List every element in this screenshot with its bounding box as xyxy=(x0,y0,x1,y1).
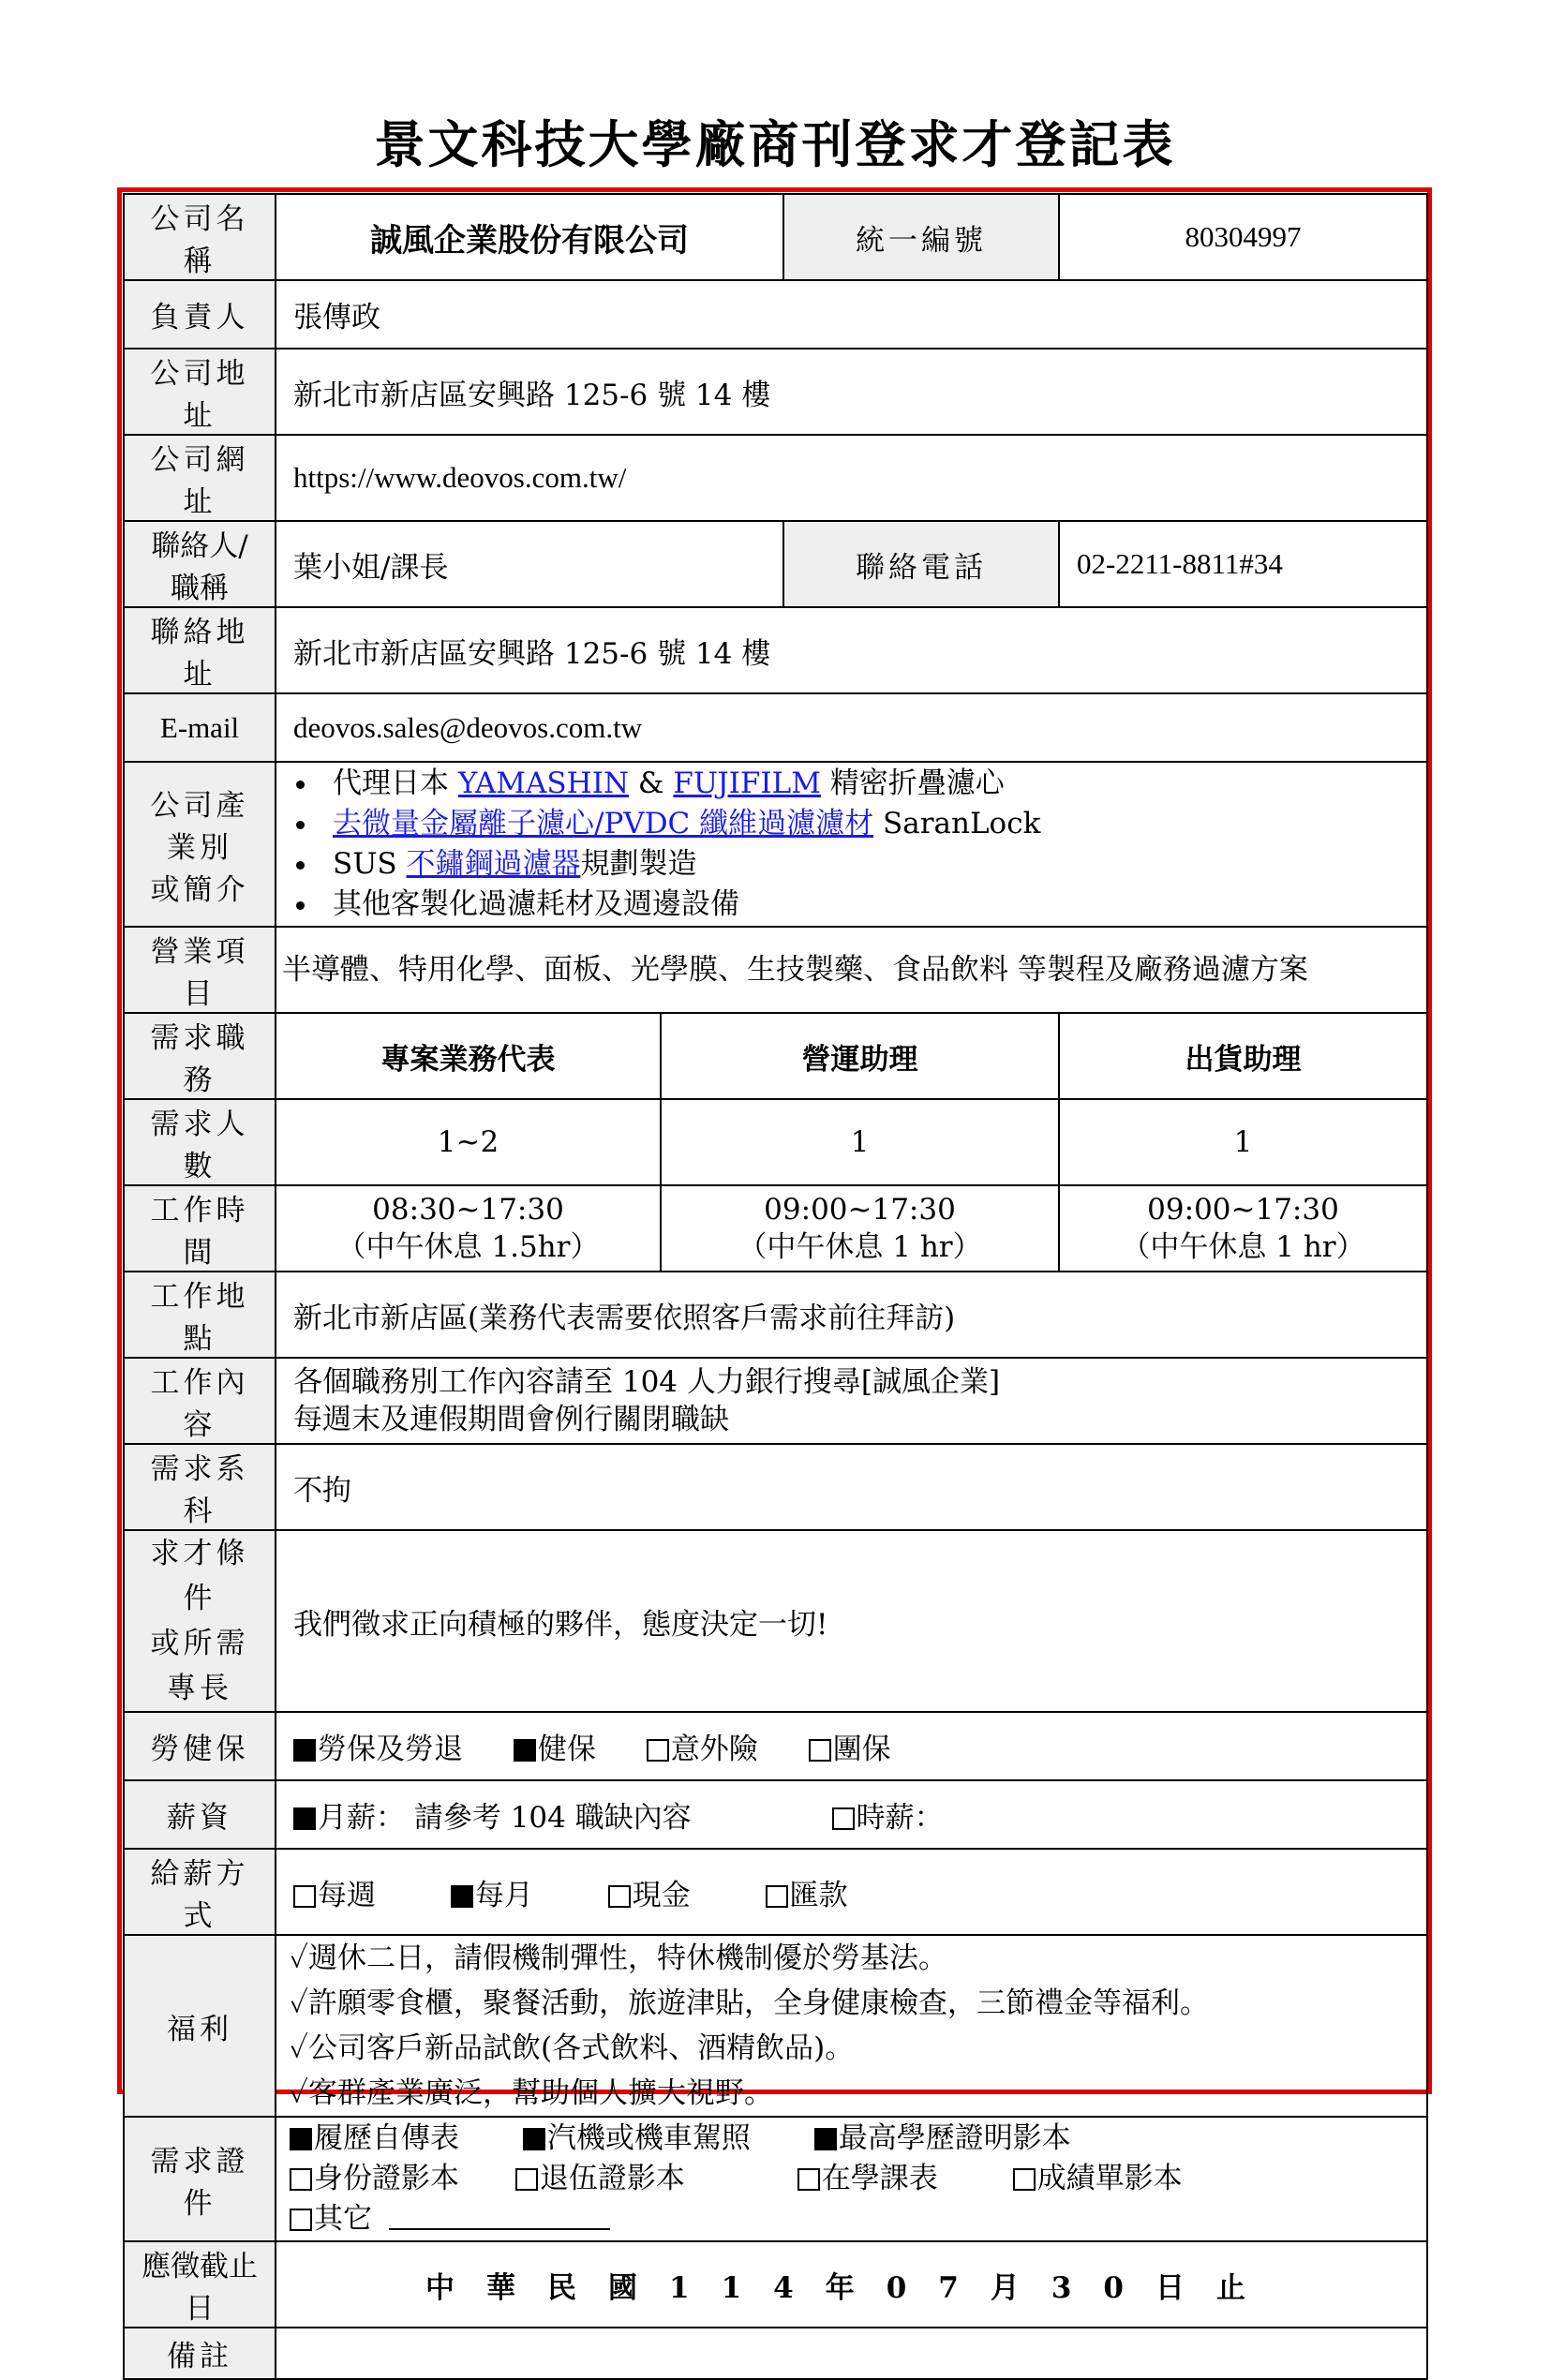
row-email xyxy=(124,693,1427,762)
business-label: 營業項目 xyxy=(124,927,276,1013)
documents-row xyxy=(290,2199,1409,2239)
row-jobs xyxy=(124,1013,1427,1099)
requirements-value: 我們徵求正向積極的夥伴，態度決定一切! xyxy=(276,1530,1427,1712)
row-industry xyxy=(124,762,1427,927)
benefit-item: ✓許願零食櫃，聚餐活動，旅遊津貼，全身健康檢查，三節禮金等福利。 xyxy=(290,1986,1209,2020)
job-hours xyxy=(661,1185,1059,1272)
deadline-value: 中華民國114年07月30日止 xyxy=(276,2241,1427,2328)
department-value: 不拘 xyxy=(276,1444,1427,1530)
industry-label xyxy=(124,762,276,927)
count-label: 需求人數 xyxy=(124,1099,276,1185)
document-checkbox[interactable] xyxy=(1013,2168,1036,2191)
row-content xyxy=(124,1358,1427,1444)
salary-hourly-checkbox[interactable] xyxy=(832,1807,855,1830)
document-option[interactable]: 汽機或機車駕照 xyxy=(523,2119,751,2159)
insurance-label: 勞健保 xyxy=(124,1712,276,1780)
insurance-option[interactable]: 意外險 xyxy=(647,1725,758,1767)
email-label: E-mail xyxy=(124,693,276,762)
documents-row xyxy=(290,2119,1409,2159)
phone-value: 02-2211-8811#34 xyxy=(1059,521,1427,607)
salary-hourly-option[interactable]: 時薪： xyxy=(832,1793,944,1836)
industry-label-line2: 或簡介 xyxy=(150,872,249,907)
job-hours xyxy=(276,1185,661,1272)
pay-method-label: 給薪方式 xyxy=(124,1849,276,1935)
contact-label: 聯絡人/職稱 xyxy=(124,521,276,607)
benefits-list xyxy=(276,1935,1427,2117)
row-salary xyxy=(124,1780,1427,1849)
row-hours xyxy=(124,1185,1427,1272)
job-count: 1~2 xyxy=(276,1099,661,1185)
content-label: 工作內容 xyxy=(124,1358,276,1444)
job-hours-time: 09:00~17:30 xyxy=(1147,1193,1339,1227)
check-icon: ✓ xyxy=(290,1941,308,1975)
contact-address-value: 新北市新店區安興路 125-6 號 14 樓 xyxy=(276,607,1427,693)
documents-options xyxy=(276,2117,1427,2241)
registration-form xyxy=(123,193,1428,2380)
requirements-label xyxy=(124,1530,276,1712)
row-owner xyxy=(124,280,1427,349)
pay-method-option[interactable]: 每月 xyxy=(451,1871,533,1913)
industry-item: • 其他客製化過濾耗材及週邊設備 xyxy=(320,885,1409,925)
benefit-item: ✓公司客戶新品試飲(各式飲料、酒精飲品)。 xyxy=(290,2031,855,2065)
pay-method-checkbox[interactable] xyxy=(608,1885,631,1908)
salary-monthly-checkbox[interactable] xyxy=(293,1807,316,1830)
industry-list xyxy=(293,764,1409,925)
job-count: 1 xyxy=(1059,1099,1427,1185)
document-checkbox[interactable] xyxy=(290,2168,312,2191)
insurance-checkbox[interactable] xyxy=(514,1739,536,1762)
form-title: 景文科技大學廠商刊登求才登記表 xyxy=(374,114,1176,174)
row-website xyxy=(124,435,1427,521)
industry-label-line1: 公司產業別 xyxy=(150,788,249,865)
document-checkbox[interactable] xyxy=(290,2209,312,2231)
fujifilm-link[interactable]: FUJIFILM xyxy=(673,766,821,800)
owner-label: 負責人 xyxy=(124,280,276,349)
department-label: 需求系科 xyxy=(124,1444,276,1530)
benefits-label: 福利 xyxy=(124,1935,276,2117)
tax-id: 80304997 xyxy=(1059,194,1427,280)
insurance-checkbox[interactable] xyxy=(809,1739,831,1762)
job-hours-time: 09:00~17:30 xyxy=(764,1193,956,1227)
deadline-label: 應徵截止日 xyxy=(124,2241,276,2328)
insurance-options xyxy=(276,1712,1427,1780)
document-option[interactable]: 身份證影本 xyxy=(290,2159,459,2199)
tax-id-label: 統一編號 xyxy=(783,194,1059,280)
benefit-item: ✓週休二日，請假機制彈性，特休機制優於勞基法。 xyxy=(290,1941,947,1975)
document-option[interactable]: 退伍證影本 xyxy=(515,2159,685,2199)
pay-method-checkbox[interactable] xyxy=(293,1885,316,1908)
row-contact xyxy=(124,521,1427,607)
hours-label: 工作時間 xyxy=(124,1185,276,1272)
pay-method-options xyxy=(276,1849,1427,1935)
document-checkbox[interactable] xyxy=(797,2168,820,2191)
row-requirements xyxy=(124,1530,1427,1712)
yamashin-link[interactable]: YAMASHIN xyxy=(457,766,630,800)
website-label: 公司網址 xyxy=(124,435,276,521)
other-blank-field[interactable] xyxy=(389,2204,610,2230)
owner-value: 張傳政 xyxy=(276,280,1427,349)
insurance-checkbox[interactable] xyxy=(647,1739,669,1762)
industry-value xyxy=(276,762,1427,927)
salary-monthly-option[interactable]: 月薪： 請參考 104 職缺內容 xyxy=(293,1793,692,1836)
requirements-label-line2: 或所需專長 xyxy=(150,1627,249,1705)
insurance-option[interactable]: 健保 xyxy=(514,1725,596,1767)
row-insurance xyxy=(124,1712,1427,1780)
company-name: 誠風企業股份有限公司 xyxy=(276,194,783,280)
business-value: 半導體、特用化學、面板、光學膜、生技製藥、食品飲料 等製程及廠務過濾方案 xyxy=(276,927,1427,1013)
insurance-option[interactable]: 勞保及勞退 xyxy=(293,1725,463,1767)
row-remarks xyxy=(124,2328,1427,2379)
insurance-option[interactable]: 團保 xyxy=(809,1725,891,1767)
document-checkbox[interactable] xyxy=(523,2128,545,2150)
website-value[interactable]: https://www.deovos.com.tw/ xyxy=(276,435,1427,521)
job-title: 營運助理 xyxy=(661,1013,1059,1099)
job-hours xyxy=(1059,1185,1427,1272)
jobs-label: 需求職務 xyxy=(124,1013,276,1099)
documents-label: 需求證件 xyxy=(124,2117,276,2241)
job-title: 出貨助理 xyxy=(1059,1013,1427,1099)
check-icon: ✓ xyxy=(290,1986,308,2020)
row-address xyxy=(124,349,1427,435)
salary-options xyxy=(276,1780,1427,1849)
phone-label: 聯絡電話 xyxy=(783,521,1059,607)
salary-label: 薪資 xyxy=(124,1780,276,1849)
row-department xyxy=(124,1444,1427,1530)
contact-value: 葉小姐/課長 xyxy=(276,521,783,607)
document-other-option[interactable]: 其它 xyxy=(290,2199,372,2239)
industry-item: • SUS 不鏽鋼過濾器規劃製造 xyxy=(320,844,1409,885)
row-business xyxy=(124,927,1427,1013)
stainless-filter-link[interactable]: 不鏽鋼過濾器 xyxy=(406,847,581,881)
pay-method-checkbox[interactable] xyxy=(451,1885,473,1908)
pay-method-option[interactable]: 現金 xyxy=(608,1871,691,1913)
insurance-checkbox[interactable] xyxy=(293,1739,316,1762)
job-hours-break: （中午休息 1 hr） xyxy=(1121,1230,1365,1264)
company-label: 公司名稱 xyxy=(124,194,276,280)
location-label: 工作地點 xyxy=(124,1272,276,1358)
row-deadline xyxy=(124,2241,1427,2328)
content-line: 每週末及連假期間會例行關閉職缺 xyxy=(293,1403,729,1436)
row-company xyxy=(124,194,1427,280)
job-title: 專案業務代表 xyxy=(276,1013,661,1099)
benefit-item: ✓客群產業廣泛，幫助個人擴大視野。 xyxy=(290,2076,773,2110)
job-count: 1 xyxy=(661,1099,1059,1185)
row-contact-address xyxy=(124,607,1427,693)
remarks-value[interactable] xyxy=(276,2328,1427,2379)
contact-address-label: 聯絡地址 xyxy=(124,607,276,693)
pay-method-option[interactable]: 匯款 xyxy=(766,1871,848,1913)
industry-item: • 代理日本 YAMASHIN & FUJIFILM 精密折疊濾心 xyxy=(320,764,1409,804)
row-counts xyxy=(124,1099,1427,1185)
document-option[interactable]: 成績單影本 xyxy=(1013,2159,1183,2199)
remarks-label: 備註 xyxy=(124,2328,276,2379)
row-documents xyxy=(124,2117,1427,2241)
check-icon: ✓ xyxy=(290,2076,308,2110)
document-option[interactable]: 在學課表 xyxy=(797,2159,938,2199)
row-benefits xyxy=(124,1935,1427,2117)
email-value[interactable]: deovos.sales@deovos.com.tw xyxy=(276,693,1427,762)
document-checkbox[interactable] xyxy=(290,2128,312,2150)
document-option[interactable]: 履歷自傳表 xyxy=(290,2119,459,2159)
document-checkbox[interactable] xyxy=(515,2168,538,2191)
address-value: 新北市新店區安興路 125-6 號 14 樓 xyxy=(276,349,1427,435)
filter-link[interactable]: 去微量金屬離子濾心/PVDC 纖維過濾濾材 xyxy=(333,807,874,840)
job-hours-time: 08:30~17:30 xyxy=(372,1193,564,1227)
document-checkbox[interactable] xyxy=(814,2128,837,2150)
pay-method-option[interactable]: 每週 xyxy=(293,1871,376,1913)
job-hours-break: （中午休息 1 hr） xyxy=(738,1230,982,1264)
content-line: 各個職務別工作內容請至 104 人力銀行搜尋[誠風企業] xyxy=(293,1365,1001,1399)
row-location xyxy=(124,1272,1427,1358)
content-value xyxy=(276,1358,1427,1444)
pay-method-checkbox[interactable] xyxy=(766,1885,788,1908)
document-option[interactable]: 最高學歷證明影本 xyxy=(814,2119,1071,2159)
row-pay-method xyxy=(124,1849,1427,1935)
check-icon: ✓ xyxy=(290,2031,308,2065)
requirements-label-line1: 求才條件 xyxy=(150,1537,249,1615)
documents-row xyxy=(290,2159,1409,2199)
location-value: 新北市新店區(業務代表需要依照客戶需求前往拜訪) xyxy=(276,1272,1427,1358)
address-label: 公司地址 xyxy=(124,349,276,435)
industry-item: • 去微量金屬離子濾心/PVDC 纖維過濾濾材 SaranLock xyxy=(320,804,1409,844)
job-hours-break: （中午休息 1.5hr） xyxy=(336,1230,600,1264)
